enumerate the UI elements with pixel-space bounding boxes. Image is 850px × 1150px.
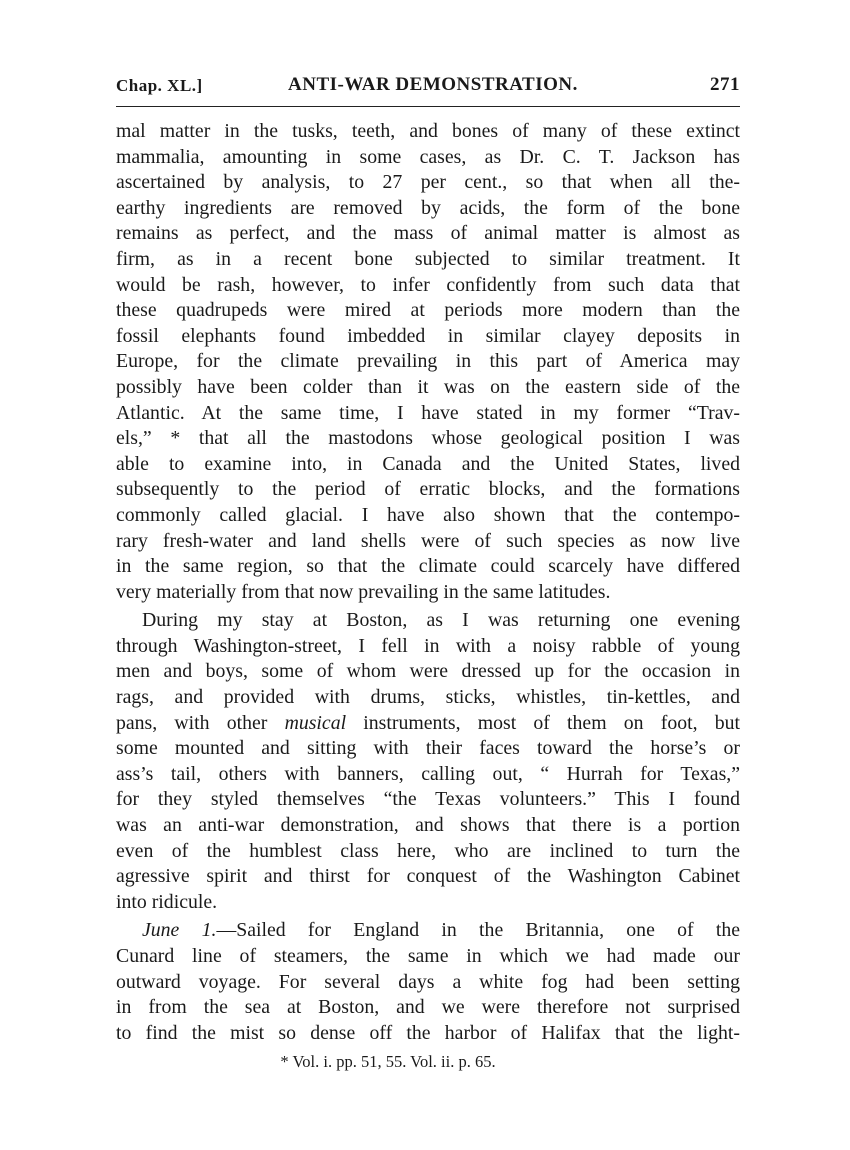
- text-line: through Washington-street, I fell in with a noisy rabble of young: [116, 634, 740, 657]
- page-number: 271: [710, 74, 740, 95]
- text-line: firm, as in a recent bone subjected to similar treatment. It: [116, 247, 740, 270]
- text-line: outward voyage. For several days a white fog had been setting: [116, 970, 740, 993]
- paragraph-3: [116, 918, 740, 1046]
- text-line: els,” * that all the mastodons whose geological position I was: [116, 427, 740, 450]
- text-line: would be rash, however, to infer confidently from such data that: [116, 273, 740, 296]
- text-line: some mounted and sitting with their faces toward the horse’s or: [116, 737, 740, 760]
- text-line: subsequently to the period of erratic blocks, and the formations: [116, 478, 740, 501]
- text-line: During my stay at Boston, as I was returning one evening: [142, 609, 740, 632]
- text-line: [116, 711, 740, 737]
- text-line: rary fresh-water and land shells were of such species as now live: [116, 529, 740, 552]
- chapter-label: Chap. XL.]: [116, 76, 203, 95]
- paragraph-1: [116, 119, 740, 605]
- text-line: for they styled themselves “the Texas volunteers.” This I found: [116, 788, 740, 811]
- book-page: [116, 62, 740, 1072]
- paragraph-2: [116, 608, 740, 915]
- header-rule: [116, 106, 740, 107]
- date-label: June 1.: [142, 919, 217, 942]
- text-line: ascertained by analysis, to 27 per cent., so that when all the-: [116, 171, 740, 194]
- text-line: was an anti-war demonstration, and shows that there is a portion: [116, 814, 740, 837]
- text-line: in from the sea at Boston, and we were therefore not surprised: [116, 996, 740, 1019]
- running-head: [116, 62, 740, 95]
- text-line: ass’s tail, others with banners, calling out, “ Hurrah for Texas,”: [116, 762, 740, 785]
- text-line: even of the humblest class here, who are inclined to turn the: [116, 839, 740, 862]
- text-line: commonly called glacial. I have also shown that the contempo-: [116, 503, 740, 526]
- emphasis-word: musical: [284, 711, 347, 734]
- text-line: [116, 918, 740, 944]
- text-line: in the same region, so that the climate could scarcely have differed: [116, 555, 740, 578]
- text-line: earthy ingredients are removed by acids, the form of the bone: [116, 196, 740, 219]
- body-text: [116, 119, 740, 1046]
- text-fragment: pans, with other: [116, 711, 285, 734]
- footnote: * Vol. i. pp. 51, 55. Vol. ii. p. 65.: [280, 1052, 496, 1072]
- text-line: Cunard line of steamers, the same in which we had made our: [116, 945, 740, 967]
- text-fragment: —Sailed for England in the Britannia, one of the: [216, 919, 740, 942]
- text-line: remains as perfect, and the mass of animal matter is almost as: [116, 222, 740, 245]
- text-line: agressive spirit and thirst for conquest of the Washington Cabinet: [116, 865, 740, 888]
- text-line: fossil elephants found imbedded in similar clayey deposits in: [116, 324, 740, 347]
- text-line: very materially from that now prevailing in the same latitudes.: [116, 580, 611, 603]
- text-line: Atlantic. At the same time, I have stated in my former “Trav-: [116, 401, 740, 424]
- text-line: mammalia, amounting in some cases, as Dr. C. T. Jackson has: [116, 145, 740, 168]
- text-line: able to examine into, in Canada and the United States, lived: [116, 452, 740, 475]
- text-line: Europe, for the climate prevailing in this part of America may: [116, 350, 740, 373]
- text-line: possibly have been colder than it was on the eastern side of the: [116, 375, 740, 398]
- text-line: to find the mist so dense off the harbor of Halifax that the light-: [116, 1021, 740, 1044]
- text-line: into ridicule.: [116, 890, 218, 913]
- text-line: men and boys, some of whom were dressed up for the occasion in: [116, 660, 740, 683]
- text-line: rags, and provided with drums, sticks, whistles, tin-kettles, and: [116, 686, 740, 709]
- text-fragment: instruments, most of them on foot, but: [346, 711, 740, 734]
- text-line: mal matter in the tusks, teeth, and bones of many of these extinct: [116, 120, 740, 142]
- text-line: these quadrupeds were mired at periods more modern than the: [116, 299, 740, 322]
- page-title: ANTI-WAR DEMONSTRATION.: [288, 74, 578, 95]
